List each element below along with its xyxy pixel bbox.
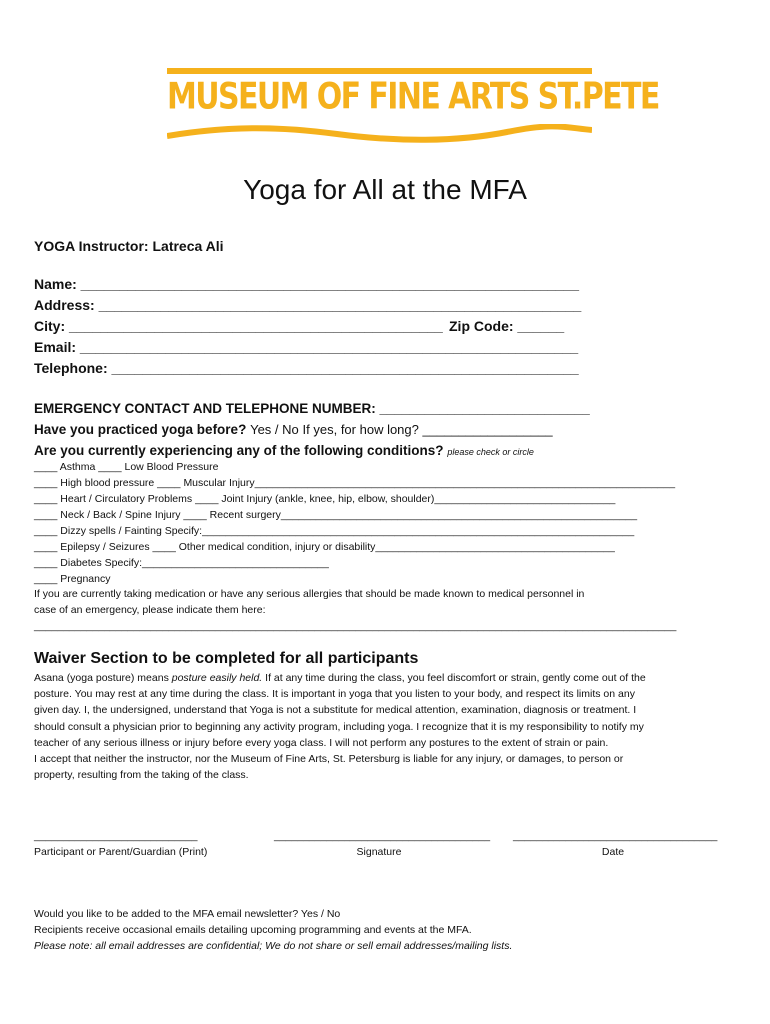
waiver-line: property, resulting from the taking of the class. xyxy=(34,769,249,782)
condition-item[interactable]: ____ Dizzy spells / Fainting Specify:__________________________________________________________________________ xyxy=(34,525,635,537)
waiver-line: Asana (yoga posture) means posture easily held. If at any time during the class, you feel discomfort or strain, gently come out of the xyxy=(34,672,646,684)
waiver-line: posture. You may rest at any time during the class. It is important in yoga that you listen to your body, and respect its limits on any xyxy=(34,688,635,701)
address-field[interactable]: Address: ______________________________________________________________ xyxy=(34,297,582,313)
date-label: Date xyxy=(601,846,625,858)
waiver-text xyxy=(34,670,719,783)
logo-top-bar xyxy=(167,68,592,74)
waiver-line: should consult a physician prior to beginning any activity program, including yoga. I recognize that it is my responsibility to notify my xyxy=(34,720,644,733)
signature-label: Signature xyxy=(356,846,402,858)
how-long-field[interactable]: If yes, for how long? __________________ xyxy=(302,422,553,437)
condition-item[interactable]: ____ Neck / Back / Spine Injury ____ Recent surgery_____________________________________________________________ xyxy=(34,509,638,521)
emergency-contact-field[interactable]: EMERGENCY CONTACT AND TELEPHONE NUMBER: ____________________________ xyxy=(34,401,590,416)
signature-line[interactable]: _____________________________________ xyxy=(274,830,491,842)
waiver-heading: Waiver Section to be completed for all participants xyxy=(34,650,419,667)
page-title: Yoga for All at the MFA xyxy=(243,174,527,205)
medication-text: If you are currently taking medication or have any serious allergies that should be made known to medical personnel in xyxy=(34,588,585,600)
instructor-line: YOGA Instructor: Latreca Ali xyxy=(34,238,224,254)
condition-item[interactable]: ____ High blood pressure ____ Muscular Injury________________________________________________________________________ xyxy=(34,477,676,489)
practiced-yoga-question[interactable] xyxy=(34,420,553,440)
museum-logo xyxy=(167,68,659,143)
medication-field[interactable]: ______________________________________________________________________________________________________________ xyxy=(34,620,677,632)
date-line[interactable]: ___________________________________ xyxy=(513,830,718,842)
email-field[interactable]: Email: ________________________________________________________________ xyxy=(34,339,579,355)
telephone-field[interactable]: Telephone: ____________________________________________________________ xyxy=(34,360,579,376)
logo-text: MUSEUM OF FINE ARTS ST.PETE xyxy=(167,75,659,119)
practiced-yoga-options[interactable]: Yes / No xyxy=(250,422,299,437)
condition-item[interactable]: ____ Heart / Circulatory Problems ____ Joint Injury (ankle, knee, hip, elbow, shoulder)_______________________________ xyxy=(34,493,616,505)
newsletter-info: Recipients receive occasional emails detailing upcoming programming and events at the MFA. xyxy=(34,924,472,936)
privacy-note: Please note: all email addresses are confidential; We do not share or sell email addresses/mailing lists. xyxy=(34,940,513,952)
participant-label: Participant or Parent/Guardian (Print) xyxy=(34,846,208,858)
zip-code-field[interactable]: Zip Code: ______ xyxy=(449,318,565,334)
waiver-line: I accept that neither the instructor, nor the Museum of Fine Arts, St. Petersburg is liable for any injury, or damages, to person or xyxy=(34,753,624,766)
participant-signature-line[interactable]: ____________________________ xyxy=(34,830,198,842)
city-field[interactable]: City: ________________________________________________ xyxy=(34,318,443,334)
condition-item[interactable]: ____ Diabetes Specify:________________________________ xyxy=(34,557,329,569)
condition-item[interactable]: ____ Epilepsy / Seizures ____ Other medical condition, injury or disability_________________________________________ xyxy=(34,541,615,553)
practiced-yoga-label: Have you practiced yoga before? xyxy=(34,422,247,437)
waiver-line: teacher of any serious illness or injury before every yoga class. I will not perform any postures to the extent of strain or pain. xyxy=(34,736,609,749)
conditions-hint: please check or circle xyxy=(447,447,534,457)
condition-item[interactable]: ____ Asthma ____ Low Blood Pressure xyxy=(34,461,219,473)
name-field[interactable]: Name: ________________________________________________________________ xyxy=(34,276,579,292)
conditions-label: Are you currently experiencing any of the following conditions? xyxy=(34,443,444,458)
medication-text: case of an emergency, please indicate them here: xyxy=(34,604,266,616)
waiver-line: given day. I, the undersigned, understand that Yoga is not a substitute for medical attention, examination, diagnosis or treatment. I xyxy=(34,704,637,717)
condition-item[interactable]: ____ Pregnancy xyxy=(34,573,111,585)
logo-wave xyxy=(167,124,592,144)
newsletter-question[interactable]: Would you like to be added to the MFA email newsletter? Yes / No xyxy=(34,908,341,920)
